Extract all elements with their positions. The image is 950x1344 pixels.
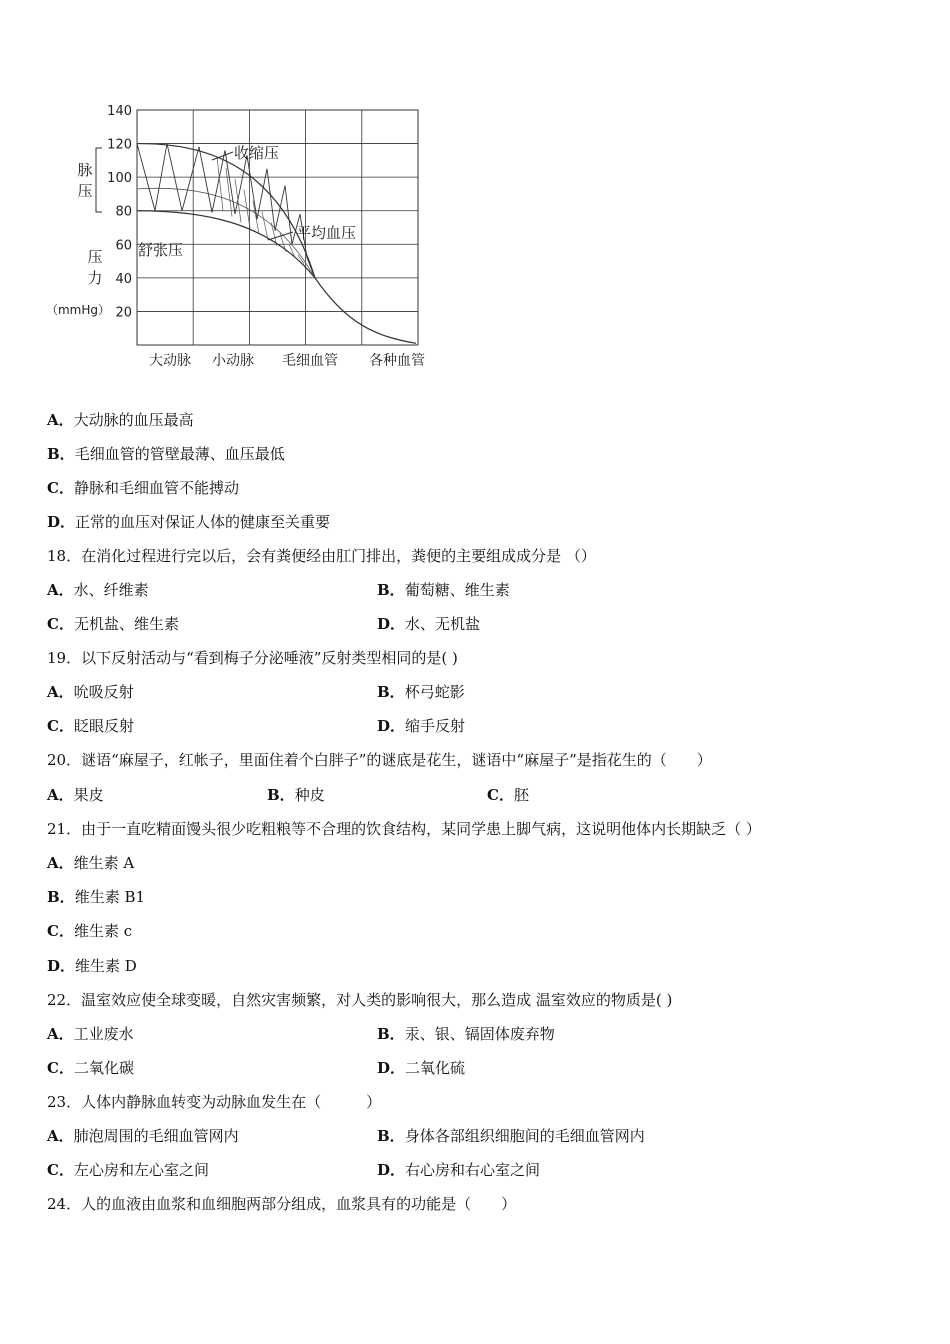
q20-option-b: B．种皮	[267, 786, 325, 804]
q24-stem: 24．人的血液由血浆和血细胞两部分组成，血浆具有的功能是（ ）	[47, 1195, 517, 1213]
y-tick-label: 80	[115, 204, 132, 220]
x-category-label: 毛细血管	[282, 353, 338, 369]
blood-pressure-chart	[40, 100, 440, 380]
diastolic-annotation: 舒张压	[138, 241, 184, 259]
y-tick-label: 60	[115, 238, 132, 254]
q21-option-d: D．维生素 D	[47, 957, 137, 975]
y-tick-labels	[107, 104, 132, 320]
pulse-bracket	[96, 148, 102, 212]
q21-stem: 21．由于一直吃精面馒头很少吃粗粮等不合理的饮食结构，某同学患上脚气病，这说明他体内长期缺乏（ ）	[47, 820, 761, 838]
q21-option-b: B．维生素 B1	[47, 888, 146, 906]
tail-curve	[315, 278, 416, 343]
q19-option-c: C．眨眼反射	[47, 717, 134, 735]
x-category-label: 各种血管	[369, 353, 425, 369]
q23-option-c: C．左心房和左心室之间	[47, 1161, 209, 1179]
y-label-char: 力	[87, 269, 103, 287]
q22-stem: 22．温室效应使全球变暖，自然灾害频繁，对人类的影响很大，那么造成 温室效应的物质是( )	[47, 991, 673, 1009]
q21-option-a: A．维生素 A	[47, 854, 135, 872]
pulse-label-char: 压	[77, 182, 93, 200]
q19-option-d: D．缩手反射	[377, 717, 466, 735]
q18-option-a: A．水、纤维素	[47, 581, 149, 599]
q19-option-a: A．吮吸反射	[47, 683, 134, 701]
hatch-line	[253, 201, 259, 235]
systolic-annotation: 收缩压	[234, 144, 280, 162]
x-category-label: 大动脉	[149, 353, 191, 369]
x-category-label: 小动脉	[212, 353, 254, 369]
q20-stem: 20．谜语“麻屋子，红帐子，里面住着个白胖子”的谜底是花生，谜语中“麻屋子”是指花生的（ ）	[47, 751, 712, 769]
q20-option-c: C．胚	[487, 786, 529, 804]
q22-option-d: D．二氧化硫	[377, 1059, 466, 1077]
y-label-unit: （mmHg）	[45, 303, 111, 317]
y-label-char: 压	[87, 248, 103, 266]
mean-annotation: 平均血压	[296, 224, 357, 242]
y-tick-label: 20	[115, 305, 132, 321]
q18-option-c: C．无机盐、维生素	[47, 615, 179, 633]
q17-option-d: D．正常的血压对保证人体的健康至关重要	[47, 513, 331, 531]
q23-stem: 23．人体内静脉血转变为动脉血发生在（ ）	[47, 1093, 382, 1111]
x-category-labels	[149, 352, 425, 369]
y-tick-label: 140	[107, 104, 132, 119]
q18-option-b: B．葡萄糖、维生素	[377, 581, 510, 599]
q17-option-a: A．大动脉的血压最高	[47, 411, 194, 429]
q18-option-d: D．水、无机盐	[377, 615, 481, 633]
hatch-line	[289, 244, 295, 257]
q23-option-d: D．右心房和右心室之间	[377, 1161, 541, 1179]
q23-option-a: A．肺泡周围的毛细血管网内	[47, 1127, 239, 1145]
pulse-label-char: 脉	[77, 161, 93, 179]
q19-option-b: B．杯弓蛇影	[377, 683, 465, 701]
y-axis-label	[46, 148, 110, 317]
q17-option-b: B．毛细血管的管壁最薄、血压最低	[47, 445, 285, 463]
q22-option-a: A．工业废水	[47, 1025, 134, 1043]
hatch-line	[235, 179, 241, 223]
y-tick-label: 40	[115, 271, 132, 287]
q19-stem: 19．以下反射活动与“看到梅子分泌唾液”反射类型相同的是( )	[47, 649, 458, 667]
q20-option-a: A．果皮	[47, 786, 104, 804]
q17-option-c: C．静脉和毛细血管不能搏动	[47, 479, 239, 497]
q22-option-b: B．汞、银、镉固体废弃物	[377, 1025, 555, 1043]
q21-option-c: C．维生素 c	[47, 922, 133, 940]
y-tick-label: 120	[107, 137, 132, 153]
q18-stem: 18．在消化过程进行完以后，会有粪便经由肛门排出，粪便的主要组成成分是 （）	[47, 547, 596, 565]
y-tick-label: 100	[107, 171, 132, 187]
q23-option-b: B．身体各部组织细胞间的毛细血管网内	[377, 1127, 645, 1145]
q22-option-c: C．二氧化碳	[47, 1059, 134, 1077]
